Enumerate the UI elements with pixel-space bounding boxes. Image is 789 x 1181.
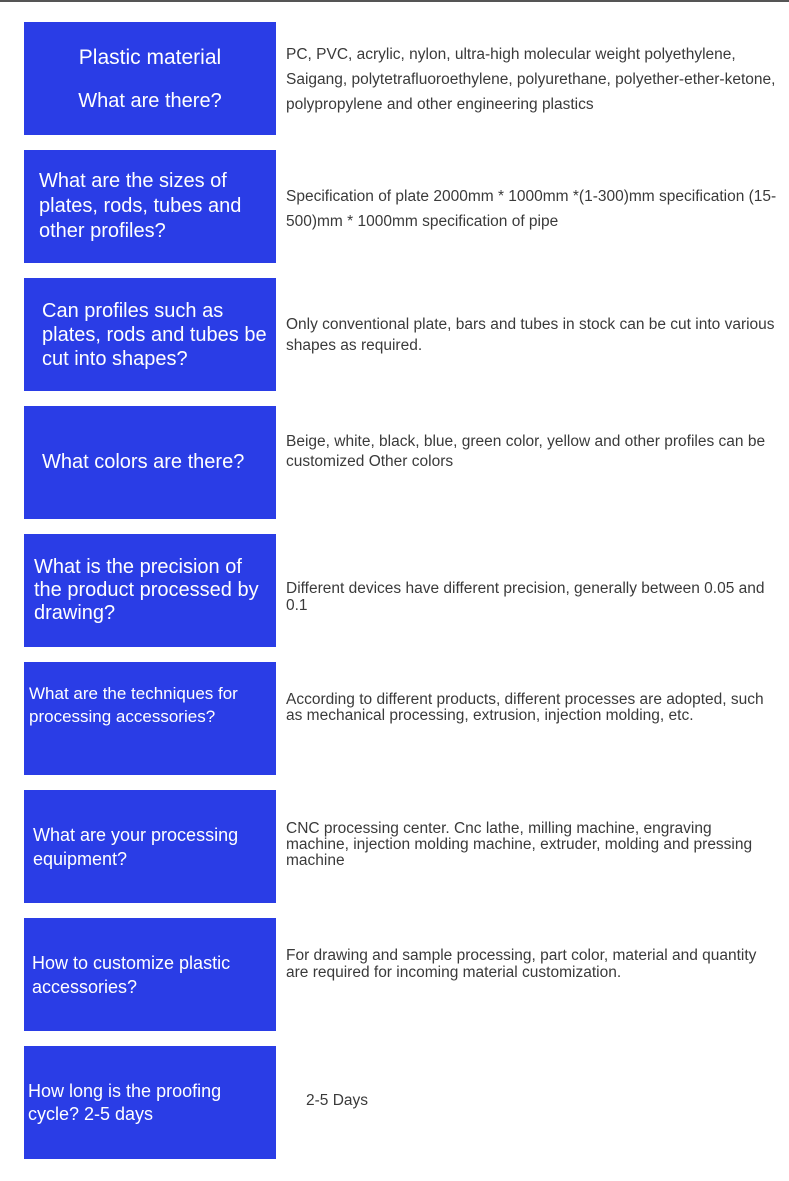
- question-text: What are there?: [78, 90, 222, 112]
- answer-text: CNC processing center. Cnc lathe, milling machine, engraving machine, injection molding machine, extruder, molding and pressing machine: [286, 820, 753, 869]
- question-box: [24, 1046, 276, 1159]
- question-box: [24, 150, 276, 263]
- question-box: [24, 22, 276, 135]
- question-text: What colors are there?: [42, 451, 245, 473]
- question-box: [24, 534, 276, 647]
- question-box: [24, 918, 276, 1031]
- answer-text: Only conventional plate, bars and tubes in stock can be cut into various shapes as required.: [286, 316, 775, 354]
- question-box: [24, 790, 276, 903]
- answer-text: 2-5 Days: [306, 1092, 369, 1109]
- answer-text: For drawing and sample processing, part color, material and quantity are required for incoming material customization.: [286, 947, 757, 981]
- question-text: What is the precision of the product processed by drawing?: [34, 556, 259, 624]
- question-text: How to customize plastic accessories?: [32, 952, 231, 997]
- answer-text: According to different products, different processes are adopted, such as mechanical processing, extrusion, injection molding, etc.: [286, 691, 764, 724]
- question-text: What are the sizes of plates, rods, tubes and other profiles?: [39, 170, 242, 242]
- question-text: Plastic material: [78, 46, 222, 69]
- top-divider: [0, 0, 789, 2]
- question-box: [24, 662, 276, 775]
- answer-text: Beige, white, black, blue, green color, yellow and other profiles can be customized Other colors: [286, 433, 766, 470]
- question-box: [24, 406, 276, 519]
- question-text: Can profiles such as plates, rods and tubes be cut into shapes?: [42, 299, 267, 370]
- question-text: How long is the proofing cycle? 2-5 days: [28, 1080, 222, 1124]
- question-box: [24, 278, 276, 391]
- answer-text: Different devices have different precision, generally between 0.05 and 0.1: [286, 580, 765, 614]
- answer-text: PC, PVC, acrylic, nylon, ultra-high molecular weight polyethylene, Saigang, polytetrafluoroethylene, polyurethane, polyether-ether-ketone, polypropylene and other engineering plastics: [286, 46, 776, 113]
- question-text: What are your processing equipment?: [33, 824, 239, 869]
- question-text: What are the techniques for processing accessories?: [29, 684, 238, 726]
- answer-text: Specification of plate 2000mm * 1000mm *(1-300)mm specification (15-500)mm * 1000mm specification of pipe: [286, 188, 777, 230]
